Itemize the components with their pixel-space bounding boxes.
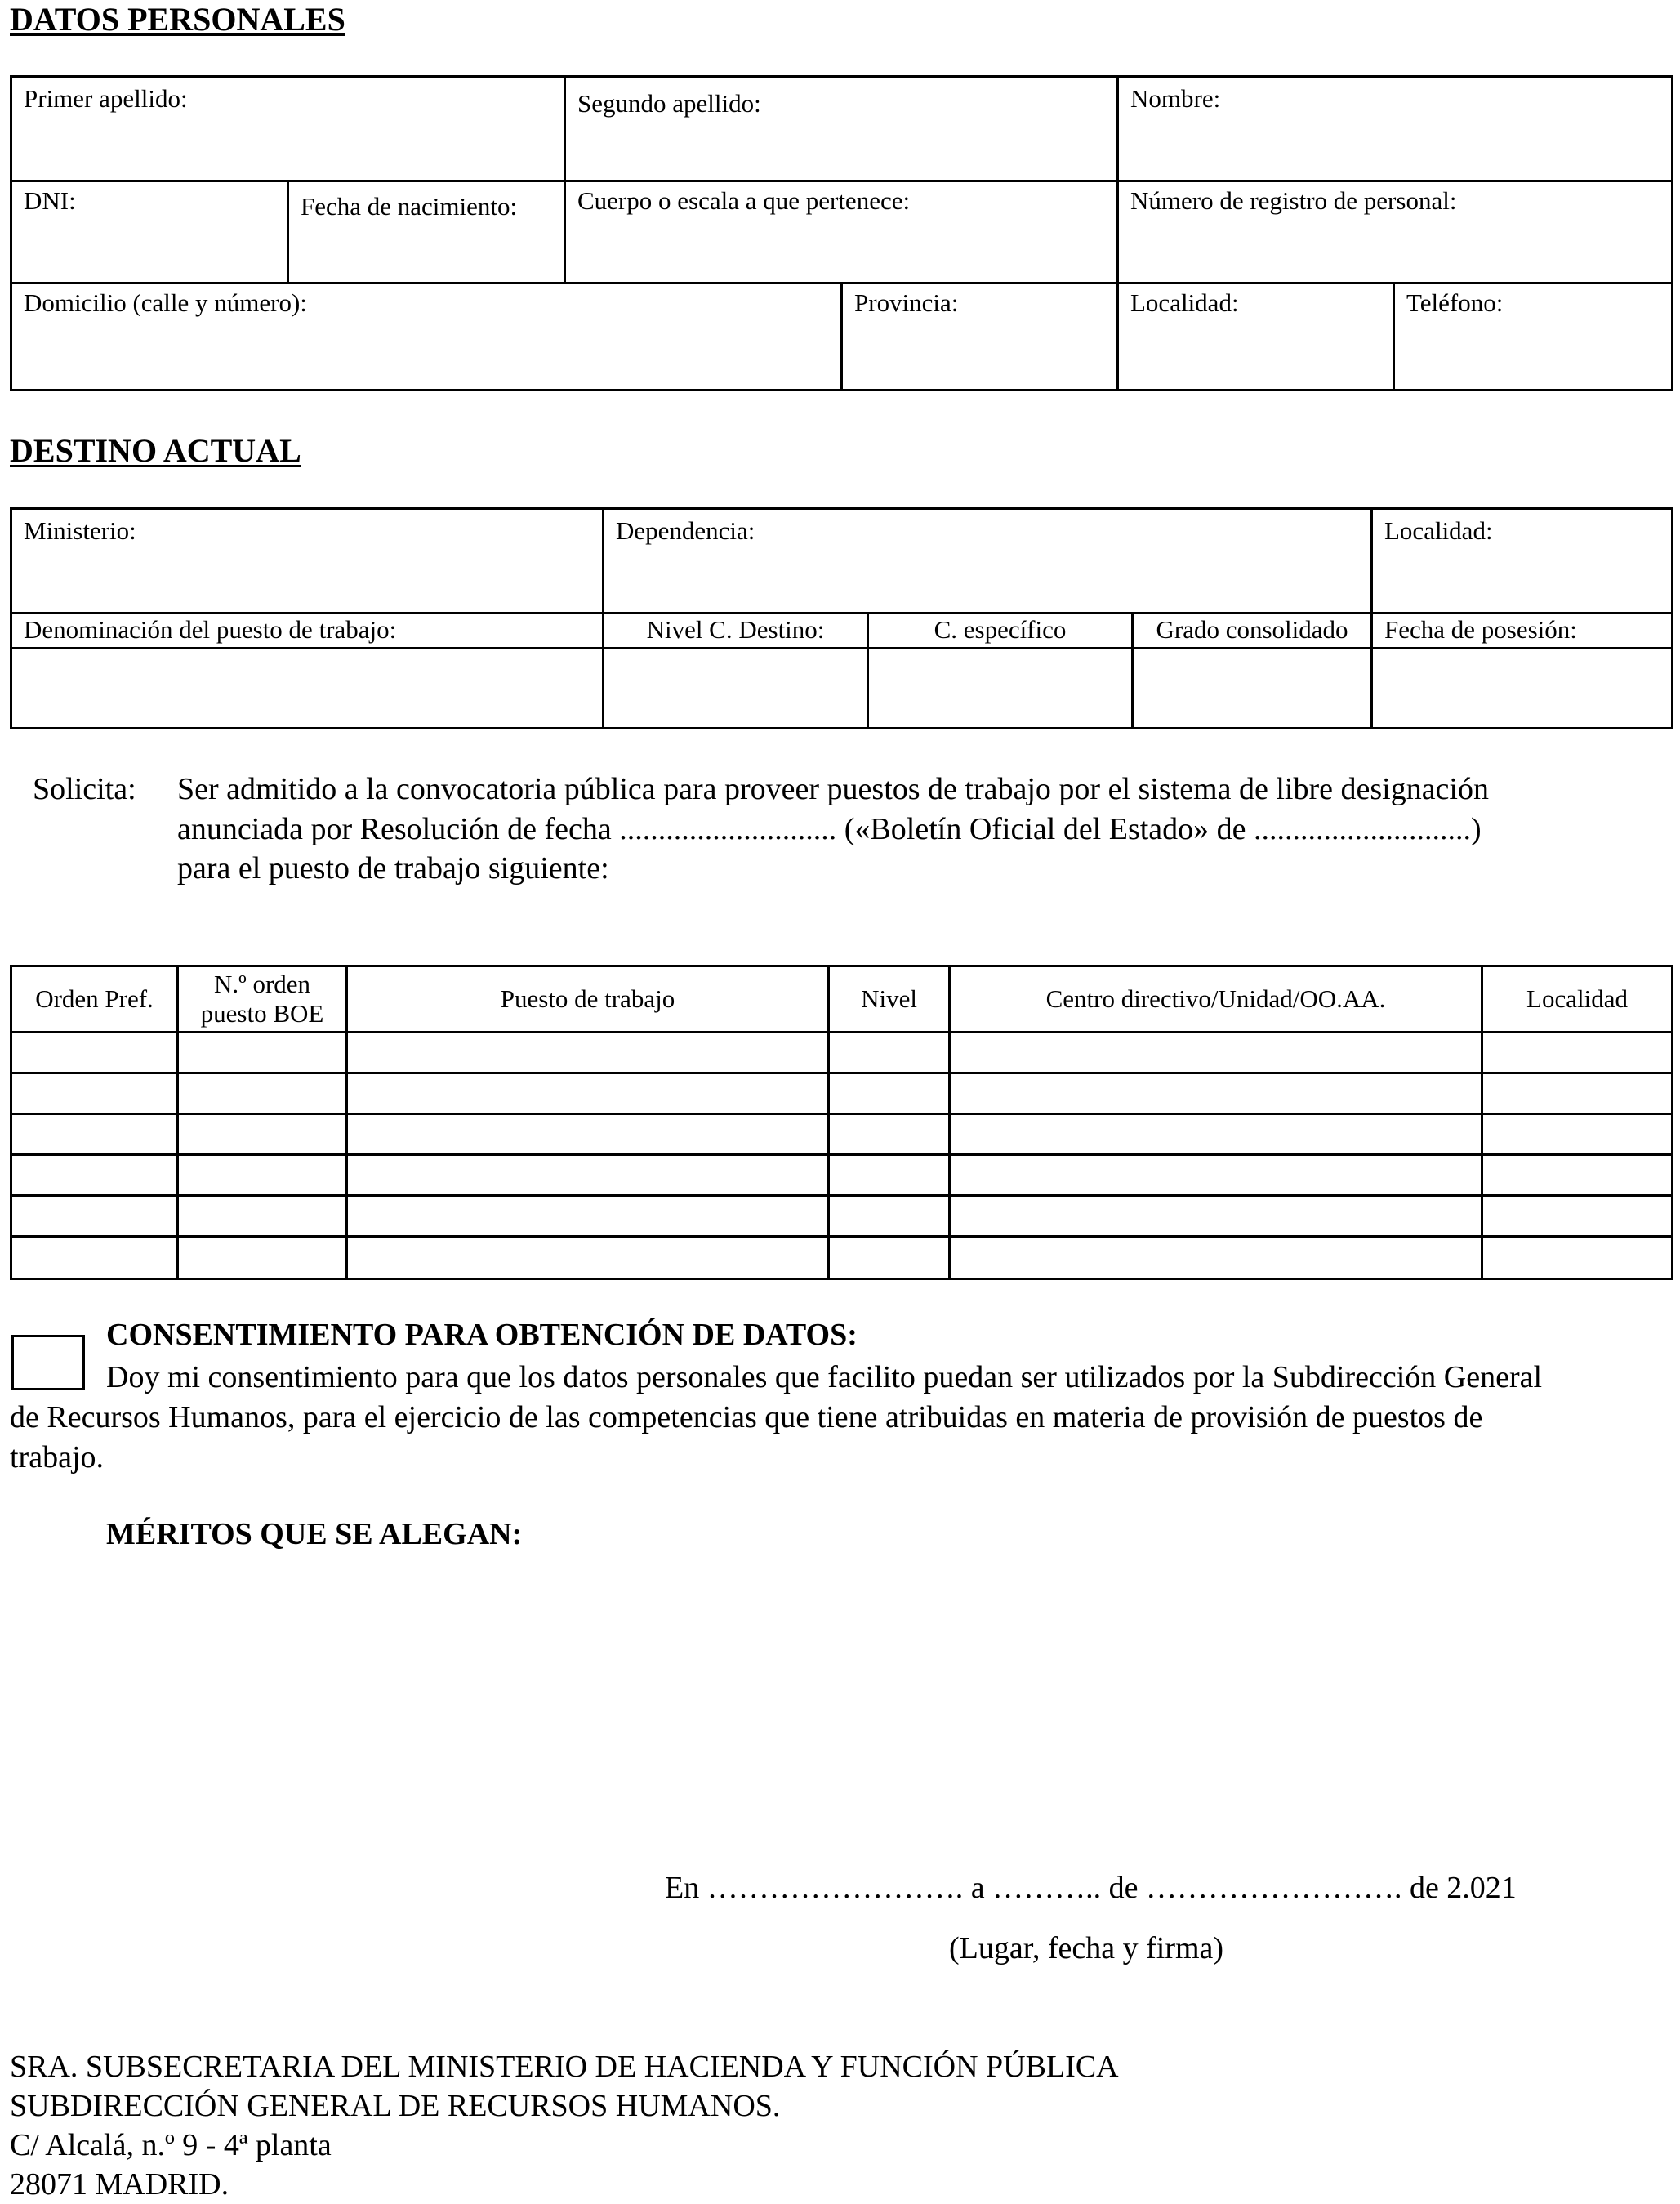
destino-actual-heading: DESTINO ACTUAL <box>10 432 301 469</box>
complemento-especifico-field[interactable]: C. específico <box>934 615 1067 644</box>
nombre-field[interactable]: Nombre: <box>1130 84 1221 113</box>
denominacion-puesto-field[interactable]: Denominación del puesto de trabajo: <box>24 615 397 644</box>
datos-personales-heading: DATOS PERSONALES <box>10 1 345 38</box>
col-numero-orden-boe: N.º orden puesto BOE <box>200 970 324 1028</box>
localidad-field[interactable]: Localidad: <box>1130 288 1239 317</box>
col-centro-directivo: Centro directivo/Unidad/OO.AA. <box>1045 984 1386 1014</box>
consentimiento-line-2: de Recursos Humanos, para el ejercicio de las competencias que tiene atribuidas en materia de provisión de puestos de <box>10 1400 1483 1434</box>
domicilio-field[interactable]: Domicilio (calle y número): <box>24 288 307 317</box>
destinatario-line-2: SUBDIRECCIÓN GENERAL DE RECURSOS HUMANOS. <box>10 2089 781 2123</box>
table-row[interactable] <box>12 1033 1671 1072</box>
nivel-destino-field[interactable]: Nivel C. Destino: <box>646 615 825 644</box>
dni-field[interactable]: DNI: <box>24 186 76 215</box>
col-puesto-trabajo: Puesto de trabajo <box>500 984 675 1014</box>
consentimiento-line-1: Doy mi consentimiento para que los datos personales que facilito puedan ser utilizados por la Subdirección General <box>106 1360 1543 1394</box>
table-row[interactable] <box>12 1074 1671 1113</box>
segundo-apellido-field[interactable]: Segundo apellido: <box>577 89 761 118</box>
primer-apellido-field[interactable]: Primer apellido: <box>24 84 188 113</box>
table-row[interactable] <box>12 1238 1671 1278</box>
consentimiento-line-3: trabajo. <box>10 1440 105 1475</box>
destino-localidad-field[interactable]: Localidad: <box>1384 516 1493 545</box>
numero-registro-field[interactable]: Número de registro de personal: <box>1130 186 1457 215</box>
solicita-line-2: anunciada por Resolución de fecha ............................ («Boletín Oficial del Estado» de ............................) <box>177 811 1482 846</box>
destinatario-line-4: 28071 MADRID. <box>10 2167 229 2202</box>
solicita-label: Solicita: <box>33 772 136 806</box>
datos-personales-table <box>10 75 1673 391</box>
consentimiento-checkbox[interactable] <box>11 1335 85 1390</box>
provincia-field[interactable]: Provincia: <box>854 288 959 317</box>
cuerpo-escala-field[interactable]: Cuerpo o escala a que pertenece: <box>577 186 911 215</box>
firma-caption: (Lugar, fecha y firma) <box>949 1931 1224 1965</box>
destino-actual-table <box>10 507 1673 729</box>
solicita-line-1: Ser admitido a la convocatoria pública para proveer puestos de trabajo por el sistema de libre designación <box>177 772 1489 806</box>
dependencia-field[interactable]: Dependencia: <box>616 516 755 545</box>
col-localidad: Localidad <box>1526 984 1628 1014</box>
puestos-table <box>10 965 1673 1280</box>
telefono-field[interactable]: Teléfono: <box>1406 288 1504 317</box>
grado-consolidado-field[interactable]: Grado consolidado <box>1156 615 1348 644</box>
destinatario-line-1: SRA. SUBSECRETARIA DEL MINISTERIO DE HACIENDA Y FUNCIÓN PÚBLICA <box>10 2050 1119 2084</box>
table-row[interactable] <box>12 1156 1671 1194</box>
col-nivel: Nivel <box>861 984 917 1014</box>
col-orden-pref: Orden Pref. <box>35 984 154 1014</box>
solicita-line-3: para el puesto de trabajo siguiente: <box>177 851 609 886</box>
firma-lugar-fecha: En ……………………. a ……….. de ……………………. de 2.021 <box>665 1871 1517 1905</box>
meritos-area[interactable] <box>106 1568 1658 1846</box>
table-row[interactable] <box>12 1115 1671 1153</box>
fecha-posesion-field[interactable]: Fecha de posesión: <box>1384 615 1577 644</box>
meritos-title: MÉRITOS QUE SE ALEGAN: <box>106 1517 523 1551</box>
consentimiento-title: CONSENTIMIENTO PARA OBTENCIÓN DE DATOS: <box>106 1318 858 1352</box>
table-row[interactable] <box>12 1197 1671 1235</box>
destinatario-line-3: C/ Alcalá, n.º 9 - 4ª planta <box>10 2128 332 2162</box>
ministerio-field[interactable]: Ministerio: <box>24 516 136 545</box>
fecha-nacimiento-field[interactable]: Fecha de nacimiento: <box>301 192 518 221</box>
